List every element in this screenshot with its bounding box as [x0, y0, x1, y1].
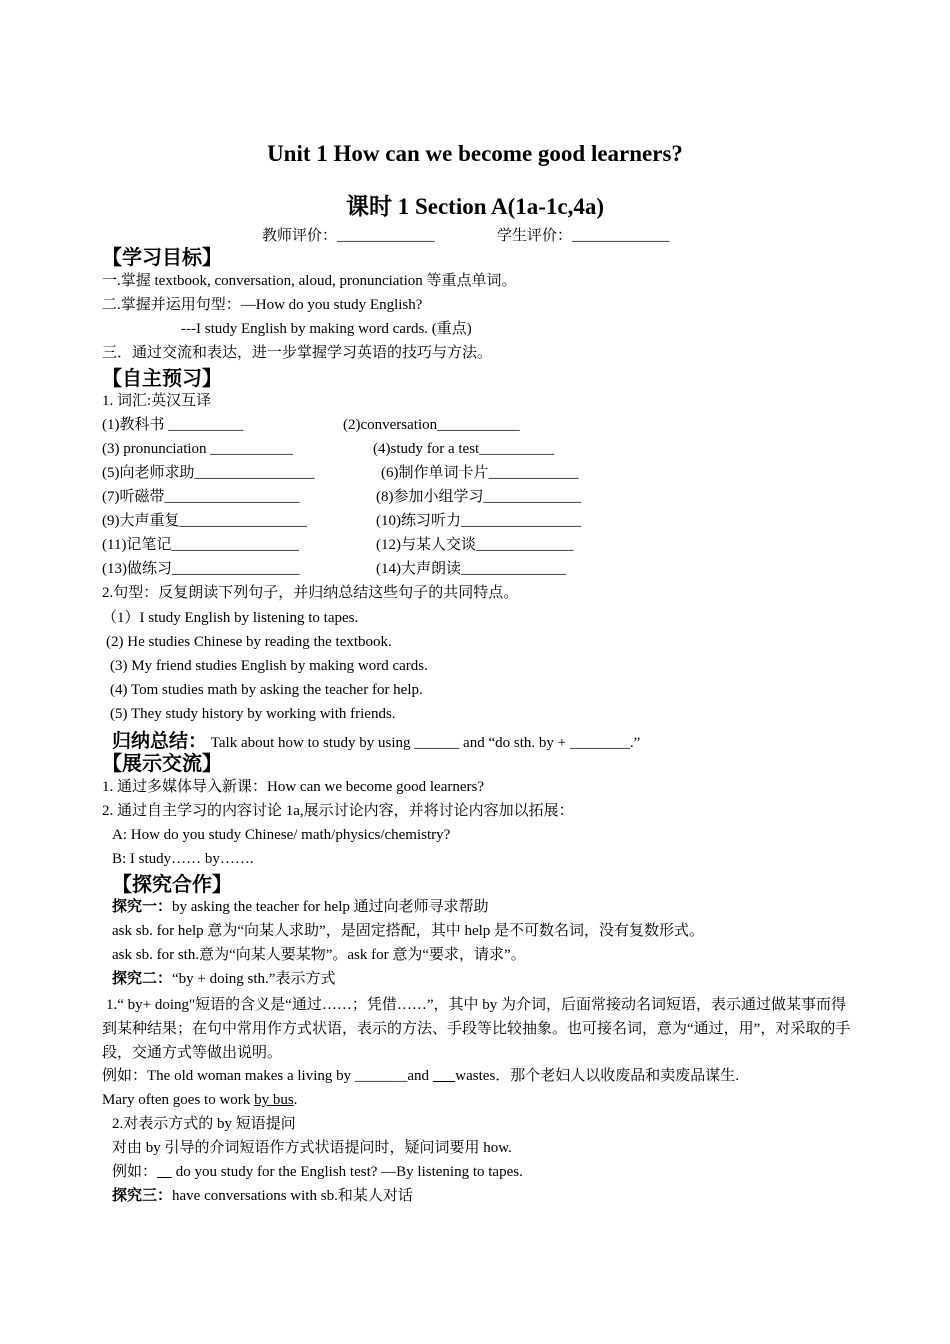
explore-three-text: have conversations with sb.和某人对话 [172, 1188, 413, 1204]
student-evaluation: 学生评价：_____________ [497, 228, 670, 244]
explore-one-text: by asking the teacher for help 通过向老师寻求帮助 [172, 899, 489, 915]
objective-item: 二.掌握并运用句型：—How do you study English? [102, 297, 423, 313]
sentence-title: 2.句型：反复朗读下列句子，并归纳总结这些句子的共同特点。 [102, 585, 519, 601]
explore-two [112, 969, 335, 989]
vocab-item: (14)大声朗读______________ [376, 561, 566, 577]
objective-item: ---I study English by making word cards. (重点) [181, 321, 472, 337]
sentence-item: (4) Tom studies math by asking the teacher for help. [110, 682, 423, 698]
explore-two-example-2: Mary often goes to work by bus. [102, 1092, 298, 1108]
explore-one [112, 897, 489, 917]
answer-blank [157, 1164, 172, 1180]
vocab-item: (10)练习听力________________ [376, 513, 581, 529]
sentence-item: (2) He studies Chinese by reading the textbook. [106, 634, 392, 650]
explore-one-label: 探究一： [112, 899, 173, 915]
teacher-evaluation: 教师评价：_____________ [262, 228, 435, 244]
objectives-heading: 【学习目标】 [102, 245, 222, 269]
display-item: 1. 通过多媒体导入新课：How can we become good learners? [102, 779, 484, 795]
explore-heading: 【探究合作】 [112, 872, 232, 896]
vocab-item: (3) pronunciation ___________ [102, 441, 293, 457]
explore-two-sub: 2.对表示方式的 by 短语提问 [112, 1116, 296, 1132]
explore-two-text: “by + doing sth.”表示方式 [172, 971, 336, 987]
sentence-item: (5) They study history by working with friends. [110, 706, 396, 722]
vocab-item: (5)向老师求助________________ [102, 465, 315, 481]
answer-blank [433, 1068, 456, 1084]
explore-two-paragraph: 1.“ by+ doing"短语的含义是“通过……；凭借……”，其中 by 为介词，后面常接动名词短语，表示通过做某事而得到某种结果；在句中常用作方式状语，表示的方法、手段等比较抽象。也可接名词，意为“通过，用”，对采取的手段，交通方式等做出说明。 [102, 997, 851, 1061]
explore-three-label: 探究三： [112, 1188, 173, 1204]
page-subtitle: 课时 1 Section A(1a-1c,4a) [345, 194, 605, 219]
display-item: B: I study…… by……. [112, 851, 254, 867]
summary-text: Talk about how to study by using ______ and “do sth. by + ________.” [210, 735, 641, 751]
vocab-item: (2)conversation___________ [343, 417, 520, 433]
vocab-item: (6)制作单词卡片____________ [381, 465, 579, 481]
vocab-title: 1. 词汇:英汉互译 [102, 393, 212, 409]
vocab-item: (1)教科书 __________ [102, 417, 244, 433]
sentence-item: （1）I study English by listening to tapes. [102, 610, 359, 626]
explore-two-label: 探究二： [112, 971, 173, 987]
display-heading: 【展示交流】 [102, 751, 222, 775]
explore-one-line: ask sb. for help 意为“向某人求助”，是固定搭配，其中 help 是不可数名词，没有复数形式。 [112, 923, 705, 939]
preview-heading: 【自主预习】 [102, 366, 222, 390]
underlined-phrase: by bus [254, 1092, 294, 1108]
vocab-item: (4)study for a test__________ [373, 441, 555, 457]
summary-label: 归纳总结： [112, 730, 208, 752]
objective-item: 三．通过交流和表达，进一步掌握学习英语的技巧与方法。 [102, 345, 493, 361]
explore-one-line: ask sb. for sth.意为“向某人要某物”。ask for 意为“要求，请求”。 [112, 947, 526, 963]
vocab-item: (13)做练习_________________ [102, 561, 300, 577]
vocab-item: (11)记笔记_________________ [102, 537, 299, 553]
vocab-item: (12)与某人交谈_____________ [376, 537, 574, 553]
display-item: 2. 通过自主学习的内容讨论 1a,展示讨论内容，并将讨论内容加以拓展： [102, 803, 574, 819]
page-title: Unit 1 How can we become good learners? [267, 141, 683, 166]
vocab-item: (7)听磁带__________________ [102, 489, 300, 505]
vocab-item: (9)大声重复_________________ [102, 513, 307, 529]
explore-three [112, 1186, 413, 1206]
explore-two-sub-example: 例如： do you study for the English test? —By listening to tapes. [112, 1164, 523, 1180]
sentence-item: (3) My friend studies English by making word cards. [110, 658, 428, 674]
explore-two-sub-line: 对由 by 引导的介词短语作方式状语提问时，疑问词要用 how. [112, 1140, 512, 1156]
display-item: A: How do you study Chinese/ math/physics/chemistry? [112, 827, 451, 843]
objective-item: 一.掌握 textbook, conversation, aloud, pronunciation 等重点单词。 [102, 273, 517, 289]
explore-two-example: 例如：The old woman makes a living by _______and wastes．那个老妇人以收废品和卖废品谋生. [102, 1068, 740, 1084]
vocab-item: (8)参加小组学习_____________ [376, 489, 581, 505]
